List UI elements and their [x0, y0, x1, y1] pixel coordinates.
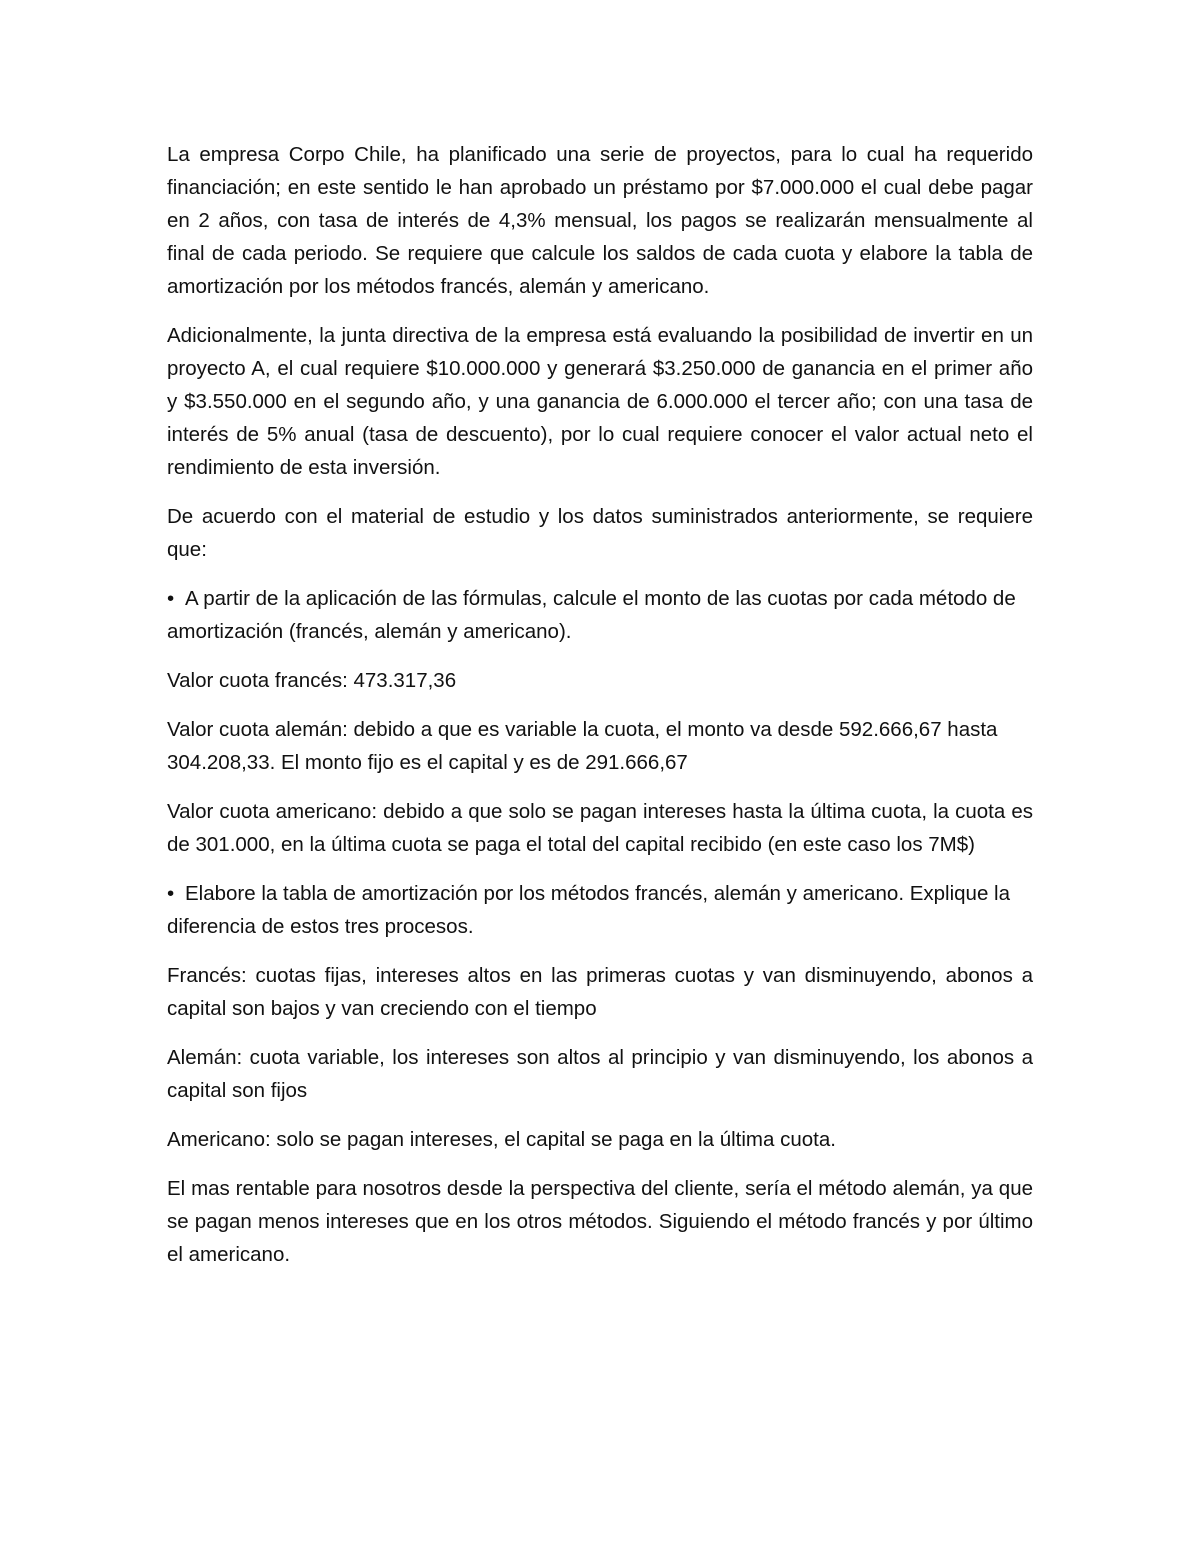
frances-description-paragraph: Francés: cuotas fijas, intereses altos en las primeras cuotas y van disminuyendo, abonos a capital son bajos y van creciendo con el tiempo	[167, 964, 1033, 1020]
project-a-paragraph: Adicionalmente, la junta directiva de la empresa está evaluando la posibilidad de invertir en un proyecto A, el cual requiere $10.000.000 y generará $3.250.000 de ganancia en el primer año y $3.550.000 en el segundo año, y una ganancia de 6.000.000 el tercer año; con una tasa de interés de 5% anual (tasa de descuento), por lo cual requiere conocer el valor actual neto el rendimiento de esta inversión.	[167, 324, 1033, 479]
bullet-item-text: Elabore la tabla de amortización por los métodos francés, alemán y americano. Explique la diferencia de estos tres procesos.	[167, 882, 1010, 938]
intro-paragraph: La empresa Corpo Chile, ha planificado una serie de proyectos, para lo cual ha requerido financiación; en este sentido le han aprobado un préstamo por $7.000.000 el cual debe pagar en 2 años, con tasa de interés de 4,3% mensual, los pagos se realizarán mensualmente al final de cada periodo. Se requiere que calcule los saldos de cada cuota y elabore la tabla de amortización por los métodos francés, alemán y americano.	[167, 143, 1033, 298]
aleman-description-paragraph: Alemán: cuota variable, los intereses son altos al principio y van disminuyendo, los abonos a capital son fijos	[167, 1046, 1033, 1102]
americano-value-paragraph: Valor cuota americano: debido a que solo se pagan intereses hasta la última cuota, la cuota es de 301.000, en la última cuota se paga el total del capital recibido (en este caso los 7M$)	[167, 800, 1033, 856]
bullet-icon: •	[167, 587, 175, 610]
frances-value-paragraph: Valor cuota francés: 473.317,36	[167, 669, 457, 692]
bullet-icon: •	[167, 882, 175, 905]
americano-description-paragraph: Americano: solo se pagan intereses, el capital se paga en la última cuota.	[167, 1128, 836, 1151]
document-page	[167, 138, 1033, 1287]
requirements-paragraph: De acuerdo con el material de estudio y los datos suministrados anteriormente, se requiere que:	[167, 505, 1033, 561]
bullet-item-text: A partir de la aplicación de las fórmulas, calcule el monto de las cuotas por cada método de amortización (francés, alemán y americano).	[167, 587, 1016, 643]
aleman-value-paragraph: Valor cuota alemán: debido a que es variable la cuota, el monto va desde 592.666,67 hasta 304.208,33. El monto fijo es el capital y es de 291.666,67	[167, 718, 998, 774]
conclusion-paragraph: El mas rentable para nosotros desde la perspectiva del cliente, sería el método alemán, ya que se pagan menos intereses que en los otros métodos. Siguiendo el método francés y por último el americano.	[167, 1177, 1033, 1266]
bullet-item-tables	[167, 877, 1033, 943]
bullet-item-formulas	[167, 582, 1033, 648]
